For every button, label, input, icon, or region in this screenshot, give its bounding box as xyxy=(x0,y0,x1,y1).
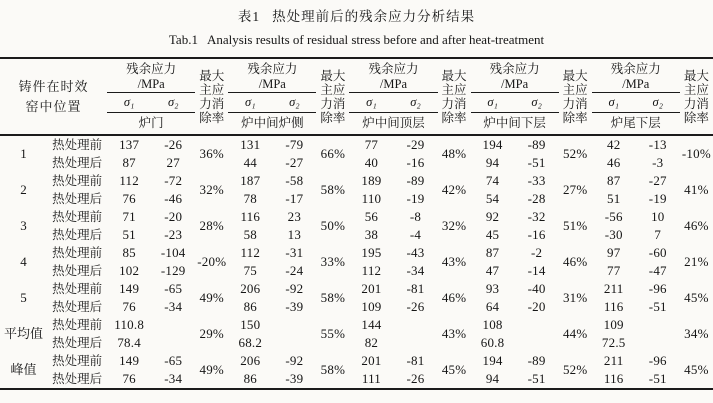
table-cell: -39 xyxy=(285,371,304,386)
table-cell: -81 xyxy=(406,353,425,368)
rate-cell: 46% xyxy=(562,254,588,269)
table-cell xyxy=(272,334,316,352)
position-header-line1: 铸件在时效 xyxy=(18,78,89,94)
sigma1-header: σ₁ xyxy=(228,93,272,113)
title-chinese-number: 表1 xyxy=(237,9,261,24)
title-chinese-text: 热处理前后的残余应力分析结果 xyxy=(272,9,476,24)
rate-header-2 xyxy=(438,58,471,135)
sigma2-header: σ₂ xyxy=(272,93,316,113)
rate-header-3 xyxy=(559,58,592,135)
table-cell: -30 xyxy=(604,227,623,242)
table-cell: 112 xyxy=(240,245,261,260)
sigma1-header: σ₁ xyxy=(107,93,151,113)
table-cell xyxy=(272,316,316,334)
title-english xyxy=(0,32,713,48)
table-cell: -31 xyxy=(285,245,304,260)
table-cell: 110.8 xyxy=(114,317,145,332)
rate-cell: 41% xyxy=(684,182,709,197)
row-label: 3 xyxy=(20,218,27,233)
rate-header-4 xyxy=(680,58,713,135)
stress-header-4 xyxy=(592,58,680,93)
rate-cell: 58% xyxy=(320,182,346,197)
stress-unit: /MPa xyxy=(622,77,650,91)
table-header xyxy=(0,58,713,135)
rate-cell: 49% xyxy=(199,362,224,377)
table-cell: 38 xyxy=(364,227,379,242)
table-cell: 116 xyxy=(603,371,624,386)
table-cell: -14 xyxy=(527,263,546,278)
table-cell: 77 xyxy=(364,137,379,152)
table-titles xyxy=(0,0,713,48)
rate-cell: -20% xyxy=(197,254,227,269)
row-label: 峰值 xyxy=(10,362,37,377)
stress-label: 残余应力 xyxy=(368,62,419,76)
phase-label-before: 热处理前 xyxy=(52,318,103,332)
stress-header-3 xyxy=(471,58,559,93)
table-cell: 94 xyxy=(485,371,500,386)
table-cell: -3 xyxy=(652,155,664,170)
table-row xyxy=(0,280,713,298)
stress-unit: /MPa xyxy=(379,77,407,91)
rate-cell: 51% xyxy=(562,218,588,233)
sigma1-header: σ₁ xyxy=(592,93,636,113)
stress-label: 残余应力 xyxy=(126,62,177,76)
rate-cell: 28% xyxy=(199,218,224,233)
table-cell: -23 xyxy=(164,227,183,242)
table-cell: 201 xyxy=(361,353,382,368)
table-cell: 201 xyxy=(361,281,382,296)
rate-label: 最大主应力消除率 xyxy=(683,68,709,125)
table-cell: -65 xyxy=(164,353,183,368)
table-cell: 7 xyxy=(654,227,662,242)
table-cell: -16 xyxy=(406,155,425,170)
table-cell: -60 xyxy=(648,245,667,260)
rate-cell: 58% xyxy=(320,290,346,305)
table-cell: -89 xyxy=(527,353,546,368)
rate-cell: 43% xyxy=(441,326,467,341)
sigma2-header: σ₂ xyxy=(515,93,559,113)
table-cell: 116 xyxy=(603,299,624,314)
table-cell: -51 xyxy=(527,155,546,170)
sigma2-header: σ₂ xyxy=(393,93,437,113)
title-english-text: Analysis results of residual stress before and after heat-treatment xyxy=(206,32,545,47)
phase-label-after: 热处理后 xyxy=(52,156,103,170)
row-label: 5 xyxy=(20,290,27,305)
table-cell: -58 xyxy=(285,173,304,188)
table-cell: -32 xyxy=(527,209,546,224)
phase-label-before: 热处理前 xyxy=(52,282,103,296)
table-cell: 108 xyxy=(482,317,503,332)
phase-label-before: 热处理前 xyxy=(52,210,103,224)
table-cell: 76 xyxy=(122,371,136,386)
rate-cell: 46% xyxy=(684,218,709,233)
row-label: 平均值 xyxy=(4,326,44,341)
phase-label-before: 热处理前 xyxy=(52,138,103,152)
table-cell: -72 xyxy=(164,173,183,188)
table-cell: 109 xyxy=(603,317,624,332)
table-cell: 211 xyxy=(603,353,624,368)
table-cell: -24 xyxy=(285,263,304,278)
stress-unit: /MPa xyxy=(501,77,529,91)
table-cell: 51 xyxy=(122,227,136,242)
table-cell: 86 xyxy=(243,371,257,386)
rate-cell: 45% xyxy=(441,362,467,377)
table-cell: 86 xyxy=(243,299,257,314)
rate-cell: 36% xyxy=(199,146,224,161)
table-cell: 46 xyxy=(607,155,621,170)
title-chinese xyxy=(0,0,713,25)
table-cell: -34 xyxy=(406,263,425,278)
phase-label-after: 热处理后 xyxy=(52,372,103,386)
table-cell: 112 xyxy=(119,173,139,188)
rate-cell: 21% xyxy=(684,254,709,269)
table-row xyxy=(0,172,713,190)
table-cell: -89 xyxy=(527,137,546,152)
table-cell: -17 xyxy=(285,191,304,206)
table-cell xyxy=(636,334,680,352)
table-cell: 82 xyxy=(364,335,379,350)
table-cell: 23 xyxy=(287,209,302,224)
table-row xyxy=(0,226,713,244)
table-cell: -89 xyxy=(406,173,425,188)
table-cell: 194 xyxy=(482,137,503,152)
rate-cell: 58% xyxy=(320,362,346,377)
table-cell: -20 xyxy=(527,299,546,314)
location-header-4: 炉尾下层 xyxy=(592,113,680,136)
row-label: 1 xyxy=(20,146,27,161)
table-cell: -39 xyxy=(285,299,304,314)
phase-label-before: 热处理前 xyxy=(52,246,103,260)
table-cell: 51 xyxy=(607,191,621,206)
table-cell: 87 xyxy=(485,245,500,260)
table-cell: -34 xyxy=(164,371,183,386)
phase-label-before: 热处理前 xyxy=(52,354,103,368)
table-cell: 92 xyxy=(485,209,500,224)
table-cell: 45 xyxy=(485,227,500,242)
table-cell: 131 xyxy=(240,137,261,152)
rate-cell: 45% xyxy=(684,362,709,377)
table-cell: 72.5 xyxy=(601,335,626,350)
table-cell: 71 xyxy=(122,209,136,224)
table-cell: -92 xyxy=(285,281,304,296)
location-header-0: 炉门 xyxy=(107,113,195,136)
phase-label-after: 热处理后 xyxy=(52,264,103,278)
results-table xyxy=(0,57,713,390)
stress-header-0 xyxy=(107,58,195,93)
table-cell: -34 xyxy=(164,299,183,314)
table-cell xyxy=(515,334,559,352)
position-column-header xyxy=(0,58,107,135)
table-cell: -16 xyxy=(527,227,546,242)
table-cell xyxy=(515,316,559,334)
table-cell: -47 xyxy=(648,263,667,278)
table-cell: 42 xyxy=(607,137,621,152)
phase-label-before: 热处理前 xyxy=(52,174,103,188)
rate-cell: 32% xyxy=(441,218,467,233)
rate-cell: 45% xyxy=(684,290,709,305)
rate-cell: 27% xyxy=(562,182,588,197)
table-cell: 76 xyxy=(122,191,136,206)
rate-cell: 31% xyxy=(562,290,588,305)
table-cell: -8 xyxy=(409,209,422,224)
table-cell: 68.2 xyxy=(238,335,263,350)
table-cell: -96 xyxy=(648,281,667,296)
table-cell: -51 xyxy=(648,371,667,386)
header-row-locations xyxy=(0,113,713,136)
table-cell xyxy=(151,316,195,334)
sigma1-header: σ₁ xyxy=(349,93,393,113)
table-cell: 13 xyxy=(287,227,302,242)
stress-unit: /MPa xyxy=(258,77,286,91)
table-cell: 149 xyxy=(119,281,140,296)
table-cell: -4 xyxy=(409,227,422,242)
table-body xyxy=(0,135,713,389)
position-header-line2: 窑中位置 xyxy=(25,98,82,114)
header-row-sigma xyxy=(0,93,713,113)
phase-label-after: 热处理后 xyxy=(52,336,103,350)
table-cell xyxy=(393,334,437,352)
rate-cell: 43% xyxy=(441,254,467,269)
table-cell xyxy=(393,316,437,334)
table-cell: 77 xyxy=(607,263,621,278)
rate-cell: -10% xyxy=(681,146,711,161)
table-cell: -43 xyxy=(406,245,425,260)
rate-label: 最大主应力消除率 xyxy=(441,68,467,125)
table-cell: 56 xyxy=(364,209,379,224)
stress-label: 残余应力 xyxy=(610,62,661,76)
rate-label: 最大主应力消除率 xyxy=(562,68,588,125)
rate-cell: 66% xyxy=(320,146,346,161)
table-cell: 47 xyxy=(485,263,500,278)
rate-header-0 xyxy=(195,58,228,135)
table-cell: -65 xyxy=(164,281,183,296)
table-cell: 150 xyxy=(240,317,261,332)
phase-label-after: 热处理后 xyxy=(52,300,103,314)
table-cell: 74 xyxy=(485,173,500,188)
rate-cell: 50% xyxy=(320,218,346,233)
table-cell: 187 xyxy=(240,173,261,188)
table-row xyxy=(0,244,713,262)
stress-label: 残余应力 xyxy=(489,62,540,76)
rate-cell: 55% xyxy=(320,326,346,341)
table-cell: -51 xyxy=(648,299,667,314)
sigma2-header: σ₂ xyxy=(636,93,680,113)
table-cell: 58 xyxy=(243,227,257,242)
table-cell: -19 xyxy=(648,191,667,206)
table-cell: -20 xyxy=(164,209,183,224)
table-cell: 27 xyxy=(166,155,180,170)
table-cell: 40 xyxy=(364,155,379,170)
table-cell: 211 xyxy=(603,281,624,296)
table-cell: -33 xyxy=(527,173,546,188)
table-cell: 116 xyxy=(240,209,261,224)
table-cell: 93 xyxy=(485,281,500,296)
table-cell: 144 xyxy=(361,317,382,332)
location-header-2: 炉中间顶层 xyxy=(349,113,437,136)
rate-cell: 46% xyxy=(441,290,467,305)
table-cell: 10 xyxy=(651,209,665,224)
table-cell: -79 xyxy=(285,137,304,152)
table-row xyxy=(0,334,713,352)
table-row xyxy=(0,135,713,154)
location-header-1: 炉中间炉侧 xyxy=(228,113,316,136)
stress-header-1 xyxy=(228,58,316,93)
table-cell: 206 xyxy=(240,353,261,368)
rate-cell: 49% xyxy=(199,290,224,305)
location-header-3: 炉中间下层 xyxy=(471,113,559,136)
table-cell: 54 xyxy=(485,191,500,206)
table-row xyxy=(0,370,713,389)
table-cell: -2 xyxy=(531,245,543,260)
table-cell: 111 xyxy=(361,371,381,386)
table-cell: 206 xyxy=(240,281,261,296)
table-cell: -46 xyxy=(164,191,183,206)
rate-label: 最大主应力消除率 xyxy=(199,68,225,125)
rate-header-1 xyxy=(316,58,349,135)
stress-label: 残余应力 xyxy=(247,62,298,76)
table-cell: 194 xyxy=(482,353,503,368)
table-cell: -81 xyxy=(406,281,425,296)
stress-unit: /MPa xyxy=(137,77,165,91)
table-cell: 102 xyxy=(119,263,140,278)
table-cell: 85 xyxy=(122,245,136,260)
table-cell: -104 xyxy=(160,245,186,260)
sigma2-header: σ₂ xyxy=(151,93,195,113)
table-cell: -29 xyxy=(406,137,425,152)
rate-cell: 33% xyxy=(320,254,346,269)
table-cell: 195 xyxy=(361,245,382,260)
phase-label-after: 热处理后 xyxy=(52,192,103,206)
table-cell: -129 xyxy=(160,263,186,278)
rate-cell: 48% xyxy=(441,146,467,161)
table-cell: 94 xyxy=(485,155,500,170)
table-cell: 97 xyxy=(607,245,621,260)
rate-label: 最大主应力消除率 xyxy=(320,68,346,125)
table-cell: -13 xyxy=(648,137,667,152)
table-cell: -19 xyxy=(406,191,425,206)
table-cell: 76 xyxy=(122,299,136,314)
rate-cell: 42% xyxy=(441,182,467,197)
table-cell: -26 xyxy=(164,137,183,152)
header-row-stress xyxy=(0,58,713,93)
table-cell: 110 xyxy=(361,191,382,206)
table-cell: 189 xyxy=(361,173,382,188)
title-english-number: Tab.1 xyxy=(168,32,198,47)
rate-cell: 32% xyxy=(199,182,224,197)
table-cell: -28 xyxy=(527,191,546,206)
table-cell: 78.4 xyxy=(117,335,141,350)
table-row xyxy=(0,208,713,226)
table-cell: 75 xyxy=(243,263,257,278)
rate-cell: 52% xyxy=(562,146,588,161)
table-cell: -26 xyxy=(406,371,425,386)
table-cell: 112 xyxy=(361,263,382,278)
table-row xyxy=(0,190,713,208)
table-cell: -27 xyxy=(648,173,667,188)
rate-cell: 34% xyxy=(684,326,709,341)
table-row xyxy=(0,298,713,316)
table-cell xyxy=(151,334,195,352)
table-cell: 78 xyxy=(243,191,257,206)
table-row xyxy=(0,262,713,280)
table-cell: -27 xyxy=(285,155,304,170)
table-cell: -26 xyxy=(406,299,425,314)
table-cell: 149 xyxy=(119,353,140,368)
table-cell: -56 xyxy=(604,209,623,224)
table-cell xyxy=(636,316,680,334)
rate-cell: 44% xyxy=(562,326,588,341)
phase-label-after: 热处理后 xyxy=(52,228,103,242)
table-cell: 87 xyxy=(607,173,621,188)
table-row xyxy=(0,154,713,172)
table-cell: 60.8 xyxy=(480,335,505,350)
table-cell: -51 xyxy=(527,371,546,386)
rate-cell: 52% xyxy=(562,362,588,377)
table-cell: 44 xyxy=(243,155,257,170)
sigma1-header: σ₁ xyxy=(471,93,515,113)
table-cell: -96 xyxy=(648,353,667,368)
row-label: 4 xyxy=(20,254,27,269)
table-row xyxy=(0,352,713,370)
table-cell: 64 xyxy=(485,299,500,314)
rate-cell: 29% xyxy=(199,326,224,341)
table-row xyxy=(0,316,713,334)
stress-header-2 xyxy=(349,58,437,93)
table-cell: 137 xyxy=(119,137,140,152)
table-cell: 109 xyxy=(361,299,382,314)
row-label: 2 xyxy=(20,182,27,197)
table-cell: -40 xyxy=(527,281,546,296)
table-cell: 87 xyxy=(122,155,136,170)
table-cell: -92 xyxy=(285,353,304,368)
